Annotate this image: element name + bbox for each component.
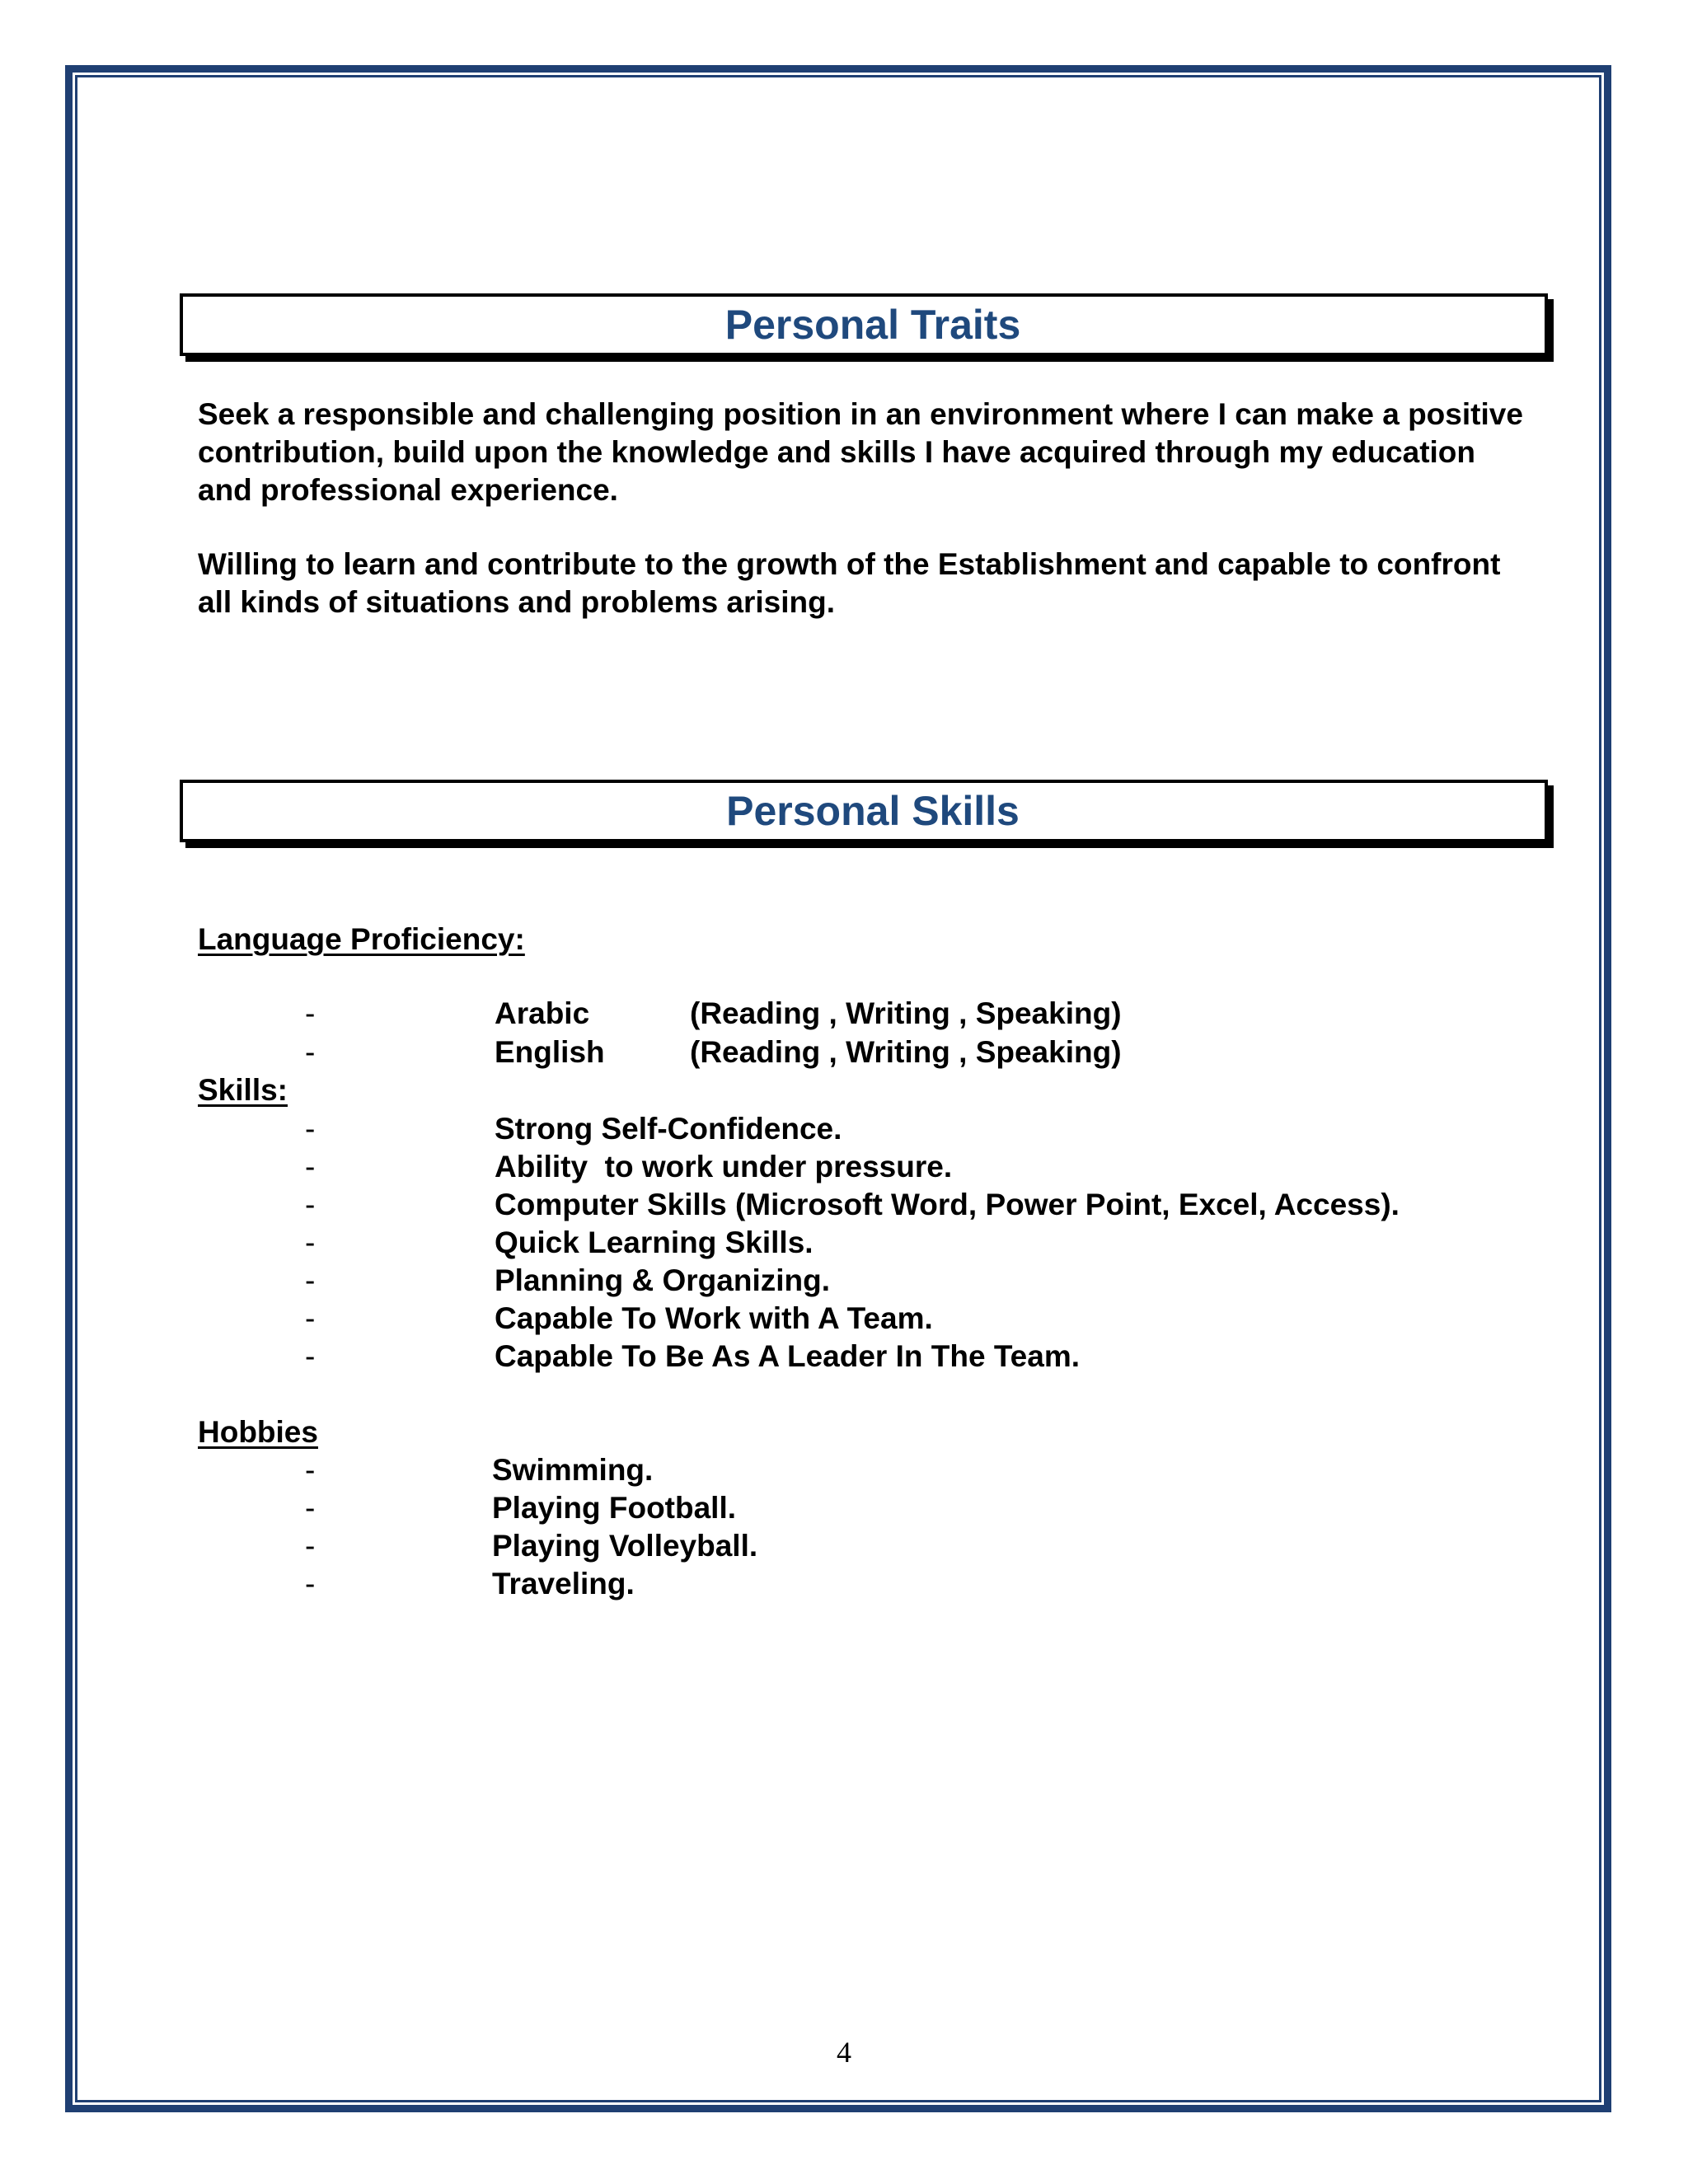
hobby-item (0, 1565, 1688, 1603)
bullet-dash: - (305, 1491, 316, 1525)
language-name: Arabic (495, 996, 590, 1030)
skill-item (0, 1148, 1688, 1186)
skill-item (0, 1186, 1688, 1224)
skill-text: Planning & Organizing. (495, 1263, 830, 1297)
bullet-dash: - (305, 1035, 316, 1069)
page-number: 4 (837, 2036, 851, 2069)
bullet-dash: - (305, 1150, 316, 1183)
hobby-text: Traveling. (492, 1567, 635, 1601)
skill-text: Ability to work under pressure. (495, 1150, 953, 1183)
bullet-dash: - (305, 1226, 316, 1259)
skill-item (0, 1110, 1688, 1148)
personal-skills-title: Personal Skills (726, 788, 1020, 834)
bullet-dash: - (305, 1339, 316, 1373)
language-detail: (Reading , Writing , Speaking) (690, 996, 1122, 1030)
hobby-item (0, 1489, 1688, 1527)
bullet-dash: - (305, 1188, 316, 1221)
skill-item (0, 1300, 1688, 1338)
traits-paragraph-objective: Seek a responsible and challenging position in an environment where I can make a positive contribution, build upon the knowledge and skills I have acquired through my education and professional experience. (198, 397, 1523, 507)
hobby-text: Playing Football. (492, 1491, 737, 1525)
language-detail: (Reading , Writing , Speaking) (690, 1035, 1122, 1069)
traits-paragraph-willing: Willing to learn and contribute to the growth of the Establishment and capable to confront all kinds of situations and problems arising. (198, 547, 1501, 619)
bullet-dash: - (305, 1567, 316, 1601)
hobbies-heading: Hobbies (198, 1415, 318, 1449)
language-row-english (0, 1033, 1688, 1071)
personal-skills-header (180, 780, 1548, 842)
skill-text: Computer Skills (Microsoft Word, Power Point, Excel, Access). (495, 1188, 1400, 1221)
skill-item (0, 1338, 1688, 1376)
page-border-inner (75, 75, 1601, 2102)
skill-text: Strong Self-Confidence. (495, 1112, 842, 1146)
personal-traits-header (180, 293, 1548, 356)
language-row-arabic (0, 995, 1688, 1033)
bullet-dash: - (305, 1112, 316, 1146)
hobby-item (0, 1527, 1688, 1565)
skill-item (0, 1262, 1688, 1300)
skill-text: Capable To Work with A Team. (495, 1301, 933, 1335)
hobby-text: Playing Volleyball. (492, 1529, 758, 1563)
bullet-dash: - (305, 1529, 316, 1563)
bullet-dash: - (305, 996, 316, 1030)
bullet-dash: - (305, 1301, 316, 1335)
bullet-dash: - (305, 1263, 316, 1297)
skill-text: Capable To Be As A Leader In The Team. (495, 1339, 1081, 1373)
skill-text: Quick Learning Skills. (495, 1226, 814, 1259)
hobby-text: Swimming. (492, 1453, 654, 1487)
bullet-dash: - (305, 1453, 316, 1487)
hobby-item (0, 1451, 1688, 1489)
skills-heading: Skills: (198, 1073, 288, 1107)
skill-item (0, 1224, 1688, 1262)
language-proficiency-heading: Language Proficiency: (198, 922, 525, 956)
language-name: English (495, 1035, 605, 1069)
personal-traits-title: Personal Traits (724, 302, 1021, 348)
